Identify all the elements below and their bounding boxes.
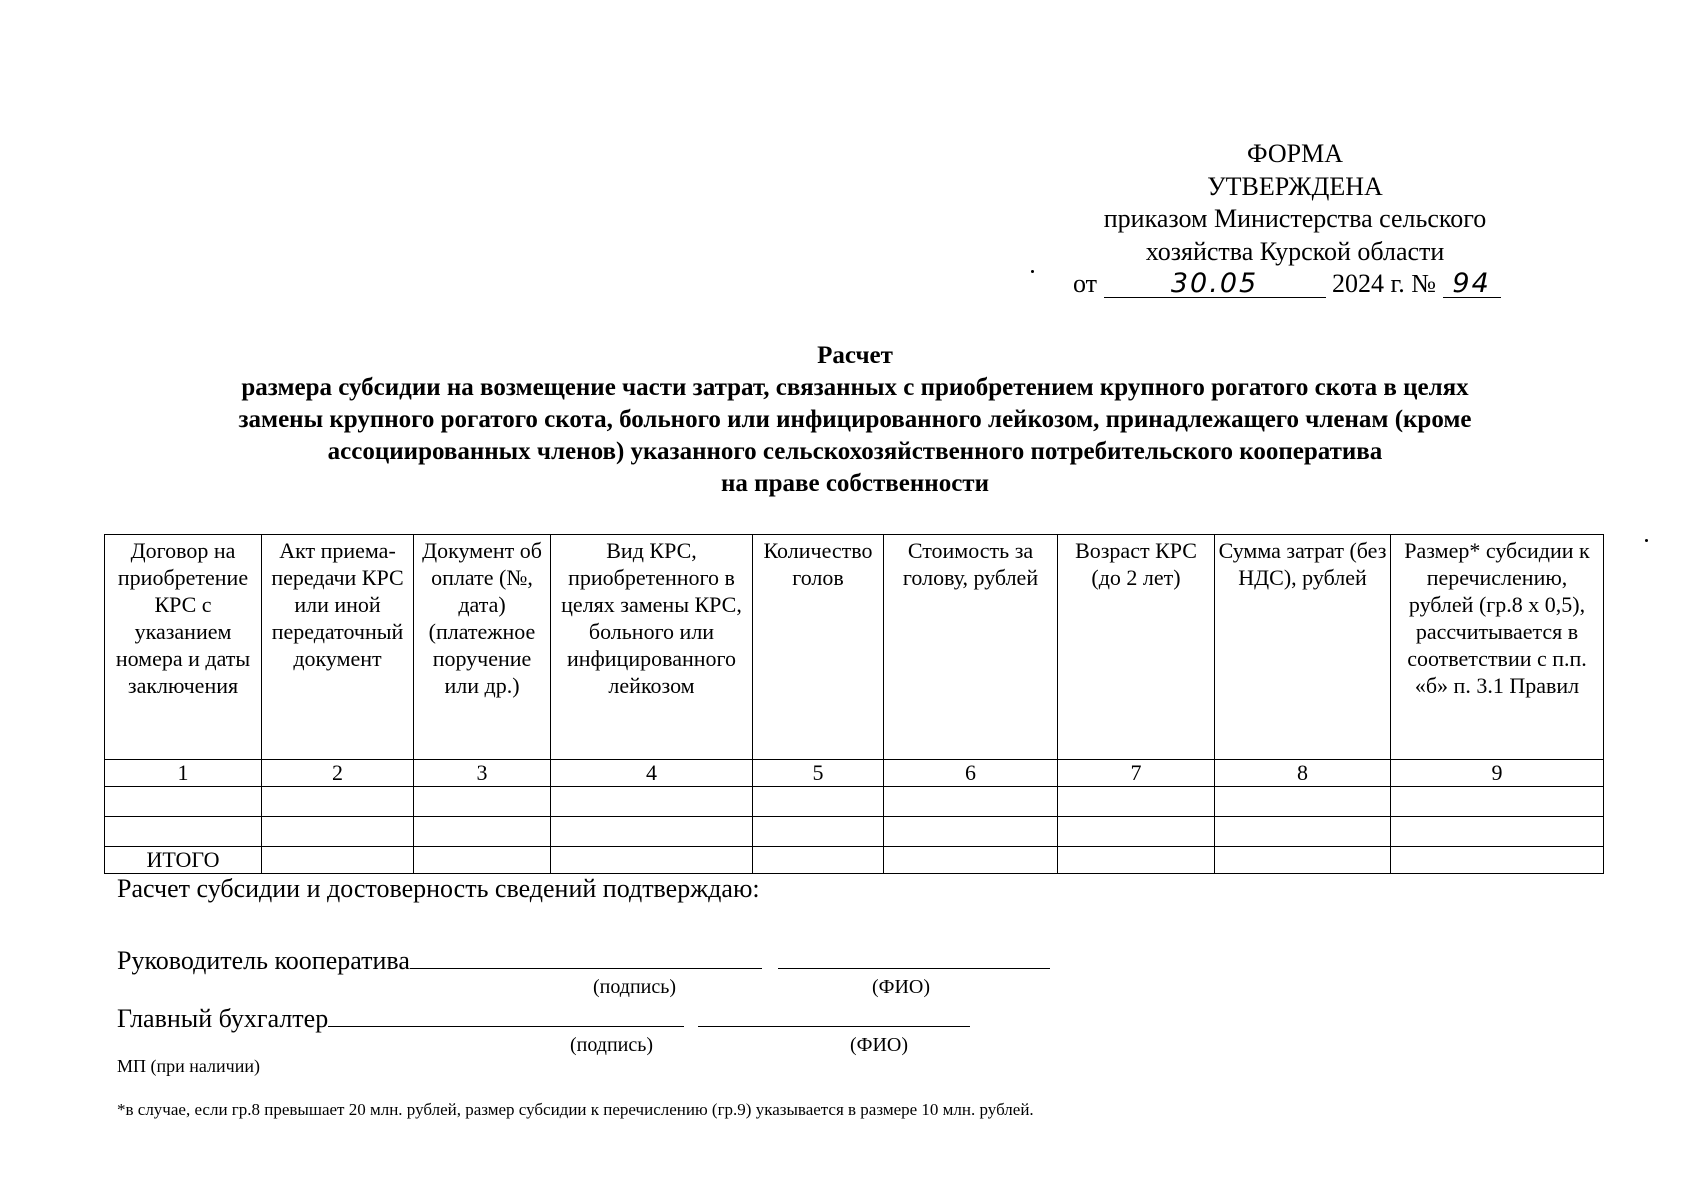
table-cell [884,787,1058,817]
header-subsidy-amount: Размер* субсидии к перечислению, рублей (гр.8 х 0,5), рассчитывается в соответствии с п.п. «б» п. 3.1 Правил [1391,535,1604,760]
table-cell [1391,787,1604,817]
header-row [105,535,1604,760]
accountant-label: Главный бухгалтер [117,1004,329,1033]
title-heading: Расчет [817,342,893,369]
header-cattle-type: Вид КРС, приобретенного в целях замены КРС, больного или инфицированного лейкозом [551,535,753,760]
header-payment-document: Документ об оплате (№, дата) (платежное поручение или др.) [414,535,551,760]
table-cell [551,847,753,874]
column-number: 1 [105,760,262,787]
column-number: 2 [262,760,414,787]
handwritten-order-number: 94 [1443,271,1501,298]
header-contract: Договор на приобретение КРС с указанием номера и даты заключения [105,535,262,760]
title-line: размера субсидии на возмещение части затрат, связанных с приобретением крупного рогатого скота в целях [241,374,1469,401]
table-row [105,817,1604,847]
table-cell [414,817,551,847]
signature-field [328,1002,684,1027]
table-cell [753,847,884,874]
table-cell [551,817,753,847]
signature-field [410,944,762,969]
stamp-note: МП (при наличии) [117,1056,260,1076]
table-cell [1215,817,1391,847]
accountant-signature-line [117,1002,970,1034]
signature-caption: (подпись) [593,976,677,998]
table-cell [1058,817,1215,847]
table-cell [884,817,1058,847]
table-cell [551,787,753,817]
table-cell [262,817,414,847]
table-cell [105,787,262,817]
header-head-count: Количество голов [753,535,884,760]
header-transfer-act: Акт приема-передачи КРС или иной передаточный документ [262,535,414,760]
column-number: 3 [414,760,551,787]
table-cell [414,787,551,817]
table-row [105,787,1604,817]
approved-label: УТВЕРЖДЕНА [1207,171,1383,201]
ministry-line: хозяйства Курской области [1145,236,1445,266]
table-cell [262,787,414,817]
table-cell [884,847,1058,874]
name-caption: (ФИО) [872,976,931,998]
scan-speck [1645,539,1648,542]
signature-caption: (подпись) [570,1034,654,1056]
table-cell [1391,847,1604,874]
total-row [105,847,1604,874]
column-number: 6 [884,760,1058,787]
total-label: ИТОГО [105,847,262,874]
column-number-row [105,760,1604,787]
table-cell [414,847,551,874]
column-number: 4 [551,760,753,787]
table-cell [262,847,414,874]
table-cell [1058,787,1215,817]
head-signature-line [117,944,1050,976]
approval-block [1035,138,1555,301]
table-cell [753,817,884,847]
head-label: Руководитель кооператива [117,946,410,975]
name-field [698,1002,970,1027]
table-cell [1215,787,1391,817]
order-date-line [1035,268,1555,301]
title-line: на праве собственности [721,470,989,497]
header-cost-per-head: Стоимость за голову, рублей [884,535,1058,760]
form-label: ФОРМА [1247,139,1343,168]
confirmation-text: Расчет субсидии и достоверность сведений подтверждаю: [117,874,760,903]
column-number: 5 [753,760,884,787]
table-cell [105,817,262,847]
scan-speck [1031,270,1034,273]
year-number-label: 2024 г. № [1332,269,1437,298]
column-number: 9 [1391,760,1604,787]
table-cell [753,787,884,817]
column-number: 7 [1058,760,1215,787]
calculation-table [104,534,1604,874]
document-title [120,340,1590,500]
table-cell [1391,817,1604,847]
footnote: *в случае, если гр.8 превышает 20 млн. рублей, размер субсидии к перечислению (гр.9) указывается в размере 10 млн. рублей. [117,1100,1034,1119]
column-number: 8 [1215,760,1391,787]
name-caption: (ФИО) [850,1034,909,1056]
handwritten-date: 30.05 [1104,271,1326,298]
title-line: ассоциированных членов) указанного сельскохозяйственного потребительского кооператива [327,438,1383,465]
header-total-cost: Сумма затрат (без НДС), рублей [1215,535,1391,760]
title-line: замены крупного рогатого скота, больного или инфицированного лейкозом, принадлежащего членам (кроме [238,406,1472,433]
table-cell [1058,847,1215,874]
table-cell [1215,847,1391,874]
header-cattle-age: Возраст КРС (до 2 лет) [1058,535,1215,760]
order-line: приказом Министерства сельского [1103,204,1487,233]
name-field [778,944,1050,969]
from-label: от [1073,269,1098,298]
